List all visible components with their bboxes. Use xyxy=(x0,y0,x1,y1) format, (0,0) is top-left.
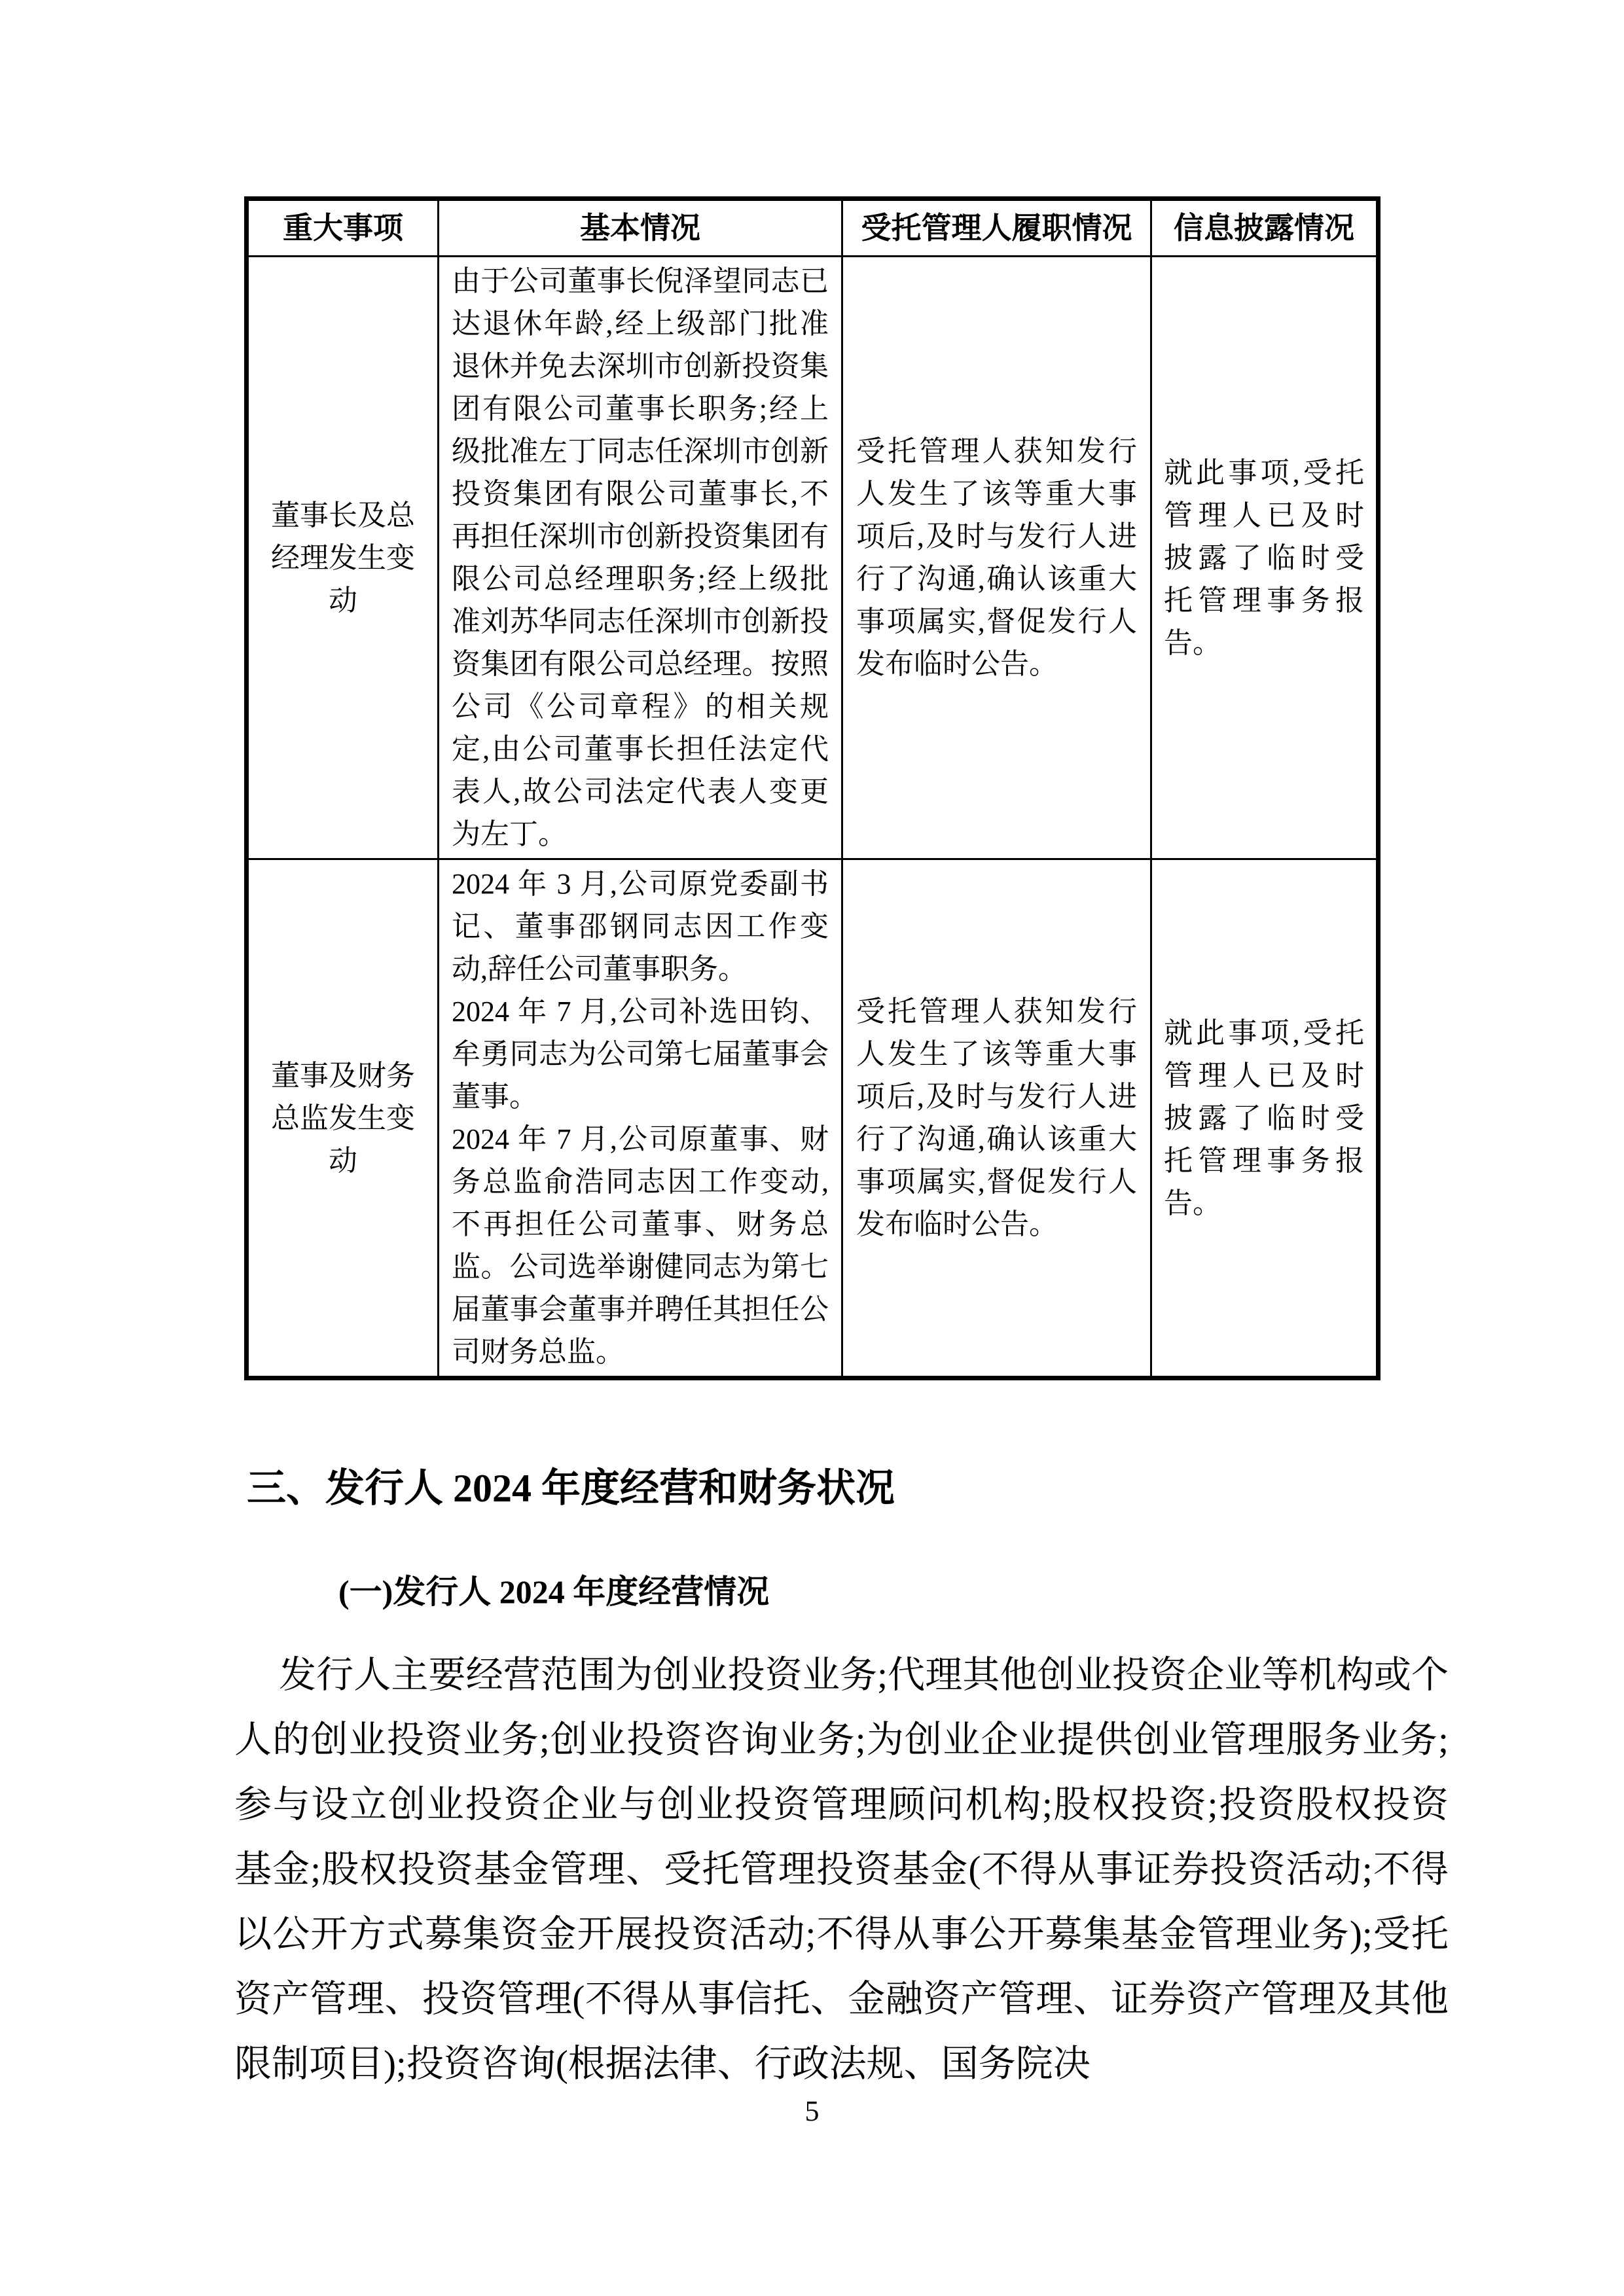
body-paragraph: 发行人主要经营范围为创业投资业务;代理其他创业投资企业等机构或个人的创业投资业务;创业投资咨询业务;为创业企业提供创业管理服务业务;参与设立创业投资企业与创业投资管理顾问机构;股权投资;投资股权投资基金;股权投资基金管理、受托管理投资基金(不得从事证券投资活动;不得以公开方式募集资金开展投资活动;不得从事公开募集基金管理业务);受托资产管理、投资管理(不得从事信托、金融资产管理、证券资产管理及其他限制项目);投资咨询(根据法律、行政法规、国务院决 xyxy=(234,1655,1449,2085)
table-row-director-cfo-change xyxy=(247,859,1379,1378)
table-header-row xyxy=(247,199,1379,257)
cell-trustee-duty: 受托管理人获知发行人发生了该等重大事项后,及时与发行人进行了沟通,确认该重大事项属实,督促发行人发布临时公告。 xyxy=(842,859,1151,1378)
cell-disclosure: 就此事项,受托管理人已及时披露了临时受托管理事务报告。 xyxy=(1151,257,1379,859)
section-heading: 三、发行人 2024 年度经营和财务状况 xyxy=(247,1467,895,1510)
col-header-trustee-duty: 受托管理人履职情况 xyxy=(842,199,1151,257)
col-header-major-event: 重大事项 xyxy=(247,199,439,257)
col-header-disclosure: 信息披露情况 xyxy=(1151,199,1379,257)
cell-event-name: 董事及财务总监发生变动 xyxy=(247,859,439,1378)
subsection-heading: (一)发行人 2024 年度经营情况 xyxy=(338,1573,770,1610)
table-body xyxy=(247,257,1379,1378)
basic-info-paragraph: 2024 年 3 月,公司原党委副书记、董事邵钢同志因工作变动,辞任公司董事职务。 xyxy=(452,868,829,985)
cell-basic-info xyxy=(439,257,842,859)
table-header-row-group xyxy=(247,199,1379,257)
cell-basic-info xyxy=(439,859,842,1378)
basic-info-paragraph: 由于公司董事长倪泽望同志已达退休年龄,经上级部门批准退休并免去深圳市创新投资集团有限公司董事长职务;经上级批准左丁同志任深圳市创新投资集团有限公司董事长,不再担任深圳市创新投资集团有限公司总经理职务;经上级批准刘苏华同志任深圳市创新投资集团有限公司总经理。按照公司《公司章程》的相关规定,由公司董事长担任法定代表人,故公司法定代表人变更为左丁。 xyxy=(452,265,829,850)
cell-event-name: 董事长及总经理发生变动 xyxy=(247,257,439,859)
page-number: 5 xyxy=(804,2095,820,2127)
cell-disclosure: 就此事项,受托管理人已及时披露了临时受托管理事务报告。 xyxy=(1151,859,1379,1378)
basic-info-paragraph: 2024 年 7 月,公司补选田钧、牟勇同志为公司第七届董事会董事。 xyxy=(452,996,829,1113)
table-row-chairman-gm-change xyxy=(247,257,1379,859)
cell-trustee-duty: 受托管理人获知发行人发生了该等重大事项后,及时与发行人进行了沟通,确认该重大事项属实,督促发行人发布临时公告。 xyxy=(842,257,1151,859)
major-events-table xyxy=(244,196,1380,1380)
basic-info-paragraph: 2024 年 7 月,公司原董事、财务总监俞浩同志因工作变动,不再担任公司董事、财务总监。公司选举谢健同志为第七届董事会董事并聘任其担任公司财务总监。 xyxy=(452,1123,829,1368)
col-header-basic-info: 基本情况 xyxy=(439,199,842,257)
